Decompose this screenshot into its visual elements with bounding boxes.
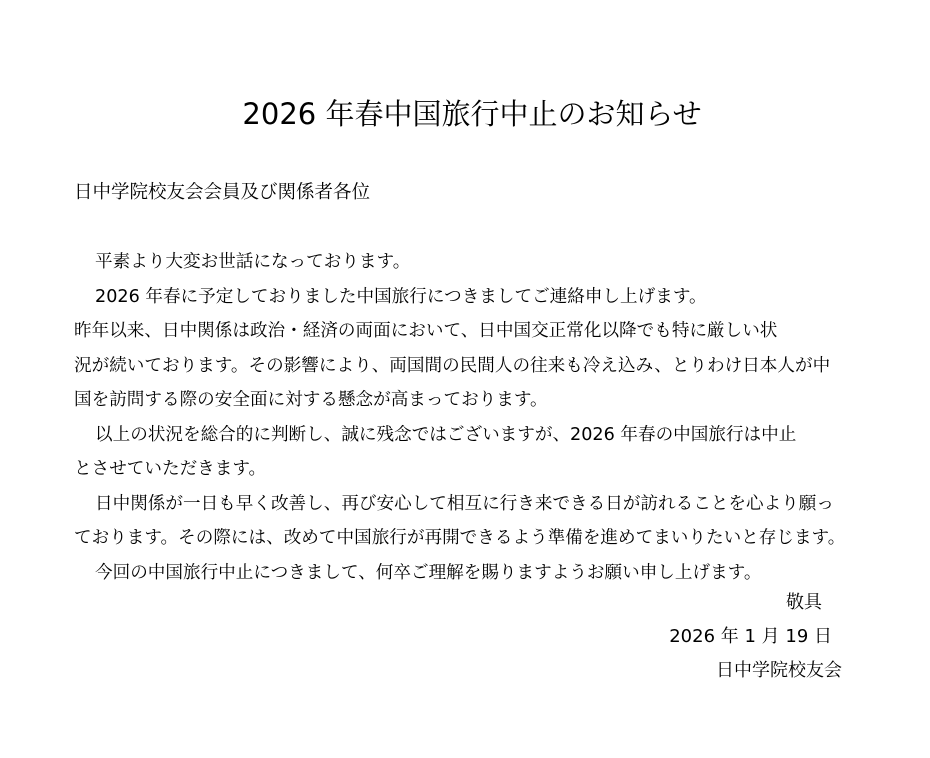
sender-name: 日中学院校友会	[716, 660, 842, 681]
closing-word: 敬具	[786, 592, 822, 613]
text-line: ております。その際には、改めて中国旅行が再開できるよう準備を進めてまいりたいと存じます。	[74, 528, 846, 548]
body-text	[74, 245, 864, 590]
text-line: とさせていただきます。	[74, 459, 267, 479]
paragraph	[74, 556, 864, 591]
text-line: 況が続いております。その影響により、両国間の民間人の往来も冷え込み、とりわけ日本人が中	[74, 355, 831, 376]
paragraph	[74, 245, 864, 280]
text-line: 以上の状況を総合的に判断し、誠に残念ではございますが、2026 年春の中国旅行は中止	[95, 424, 797, 445]
text-line: 昨年以来、日中関係は政治・経済の両面において、日中国交正常化以降でも特に厳しい状	[74, 321, 778, 341]
paragraph	[74, 314, 864, 418]
text-line: 今回の中国旅行中止につきまして、何卒ご理解を賜りますようお願い申し上げます。	[95, 562, 762, 583]
text-line: 平素より大変お世話になっております。	[95, 252, 411, 272]
text-line: 日中関係が一日も早く改善し、再び安心して相互に行き来できる日が訪れることを心より願っ	[95, 493, 834, 514]
paragraph	[74, 487, 864, 556]
paragraph	[74, 418, 864, 487]
page-title: 2026 年春中国旅行中止のお知らせ	[242, 97, 702, 131]
addressee-line: 日中学院校友会会員及び関係者各位	[74, 182, 371, 203]
date-line: 2026 年 1 月 19 日	[669, 626, 832, 647]
text-line: 2026 年春に予定しておりました中国旅行につきましてご連絡申し上げます。	[95, 286, 707, 307]
paragraph	[74, 280, 864, 315]
text-line: 国を訪問する際の安全面に対する懸念が高まっております。	[74, 390, 548, 410]
